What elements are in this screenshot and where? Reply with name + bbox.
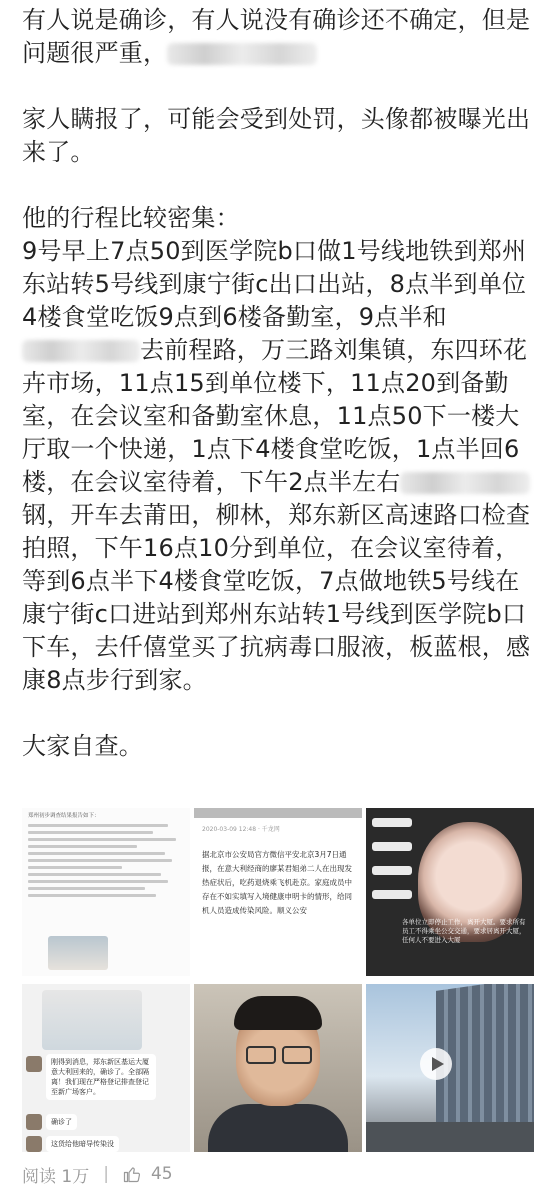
post-text: 钢，开车去莆田，柳林，郑东新区高速路口检查拍照，下午16点10分到单位，在会议室待着，等到6点半下4楼食堂吃饭，7点做地铁5号线在康宁街c口进站到郑州东站转1号线到医学院b口下车，去仟僖堂买了抗病毒口服液，板蓝根，感康8点步行到家。 <box>22 501 531 694</box>
avatar <box>26 1056 42 1072</box>
image-portrait-photo[interactable] <box>194 984 362 1152</box>
redacted-blur <box>22 340 140 362</box>
news-meta: 2020-03-09 12:48 · 千龙网 <box>202 826 280 833</box>
post-paragraph-4: 大家自查。 <box>22 732 143 760</box>
post-paragraph-3 <box>22 235 534 697</box>
image-chat-screenshot[interactable] <box>22 984 190 1152</box>
chat-bubble: 确诊了 <box>46 1114 77 1130</box>
post-paragraph-2: 家人瞒报了，可能会受到处罚，头像都被曝光出来了。 <box>22 105 531 166</box>
image-news-article[interactable] <box>194 808 362 976</box>
post-body <box>22 4 534 763</box>
chat-bubble: 刚得到消息，郑东新区基运大厦意大利回来的，确诊了。全部隔离！我们现在严格登记排查登记至新广场客户。 <box>46 1054 156 1100</box>
thumbs-up-icon[interactable] <box>123 1165 141 1183</box>
post-text: 有人说是确诊，有人说没有确诊还不确定，但是问题很严重， <box>22 6 531 67</box>
read-count: 阅读 1万 <box>22 1166 90 1187</box>
image-document-report[interactable] <box>22 808 190 976</box>
post-text: 去前程路，万三路刘集镇，东四环花卉市场，11点15到单位楼下，11点20到备勤室，在会议室和备勤室休息，11点50下一楼大厅取一个快递，1点下4楼食堂吃饭，1点半回6楼，在会议室待着，下午2点半左右 <box>22 336 528 496</box>
avatar <box>26 1114 42 1130</box>
post-paragraph-3-title: 他的行程比较密集： <box>22 204 240 232</box>
doc-heading: 郑州初步调查结果报告如下： <box>28 813 100 819</box>
image-street-video[interactable] <box>366 984 534 1152</box>
redacted-blur <box>400 472 530 494</box>
post-text: 9号早上7点50到医学院b口做1号线地铁到郑州东站转5号线到康宁街c出口出站，8点半到单位4楼食堂吃饭9点到6楼备勤室，9点半和 <box>22 237 527 331</box>
chat-bubble: 这货给他暗导传染没 <box>46 1136 119 1152</box>
image-grid <box>22 808 534 1152</box>
footer-separator: | <box>103 1164 109 1184</box>
like-count: 45 <box>150 1164 173 1184</box>
avatar <box>26 1136 42 1152</box>
image-phone-screenshot[interactable] <box>366 808 534 976</box>
doc-photo-thumbnail <box>48 936 108 970</box>
news-body: 据北京市公安局官方微信平安北京3月7日通报，在意大利经商的廖某君姐弟二人在出现发热症状后，吃药退烧乘飞机赴京。家庭成员中存在不如实填写入境健康申明卡的情形，给同机人员造成传染风险。顺义公安 <box>202 850 352 915</box>
chat-photo <box>42 990 142 1050</box>
post-footer <box>22 1160 173 1188</box>
phone-overlay-text: 各单位立即停止工作，离开大厦。要求所有员工不得乘坐公交交通，要求居离开大厦，任何人不要进入大厦 <box>402 918 526 944</box>
news-header-bar <box>194 808 362 818</box>
post-paragraph-1 <box>22 4 534 70</box>
play-icon[interactable] <box>420 1048 452 1080</box>
redacted-blur <box>167 43 317 65</box>
